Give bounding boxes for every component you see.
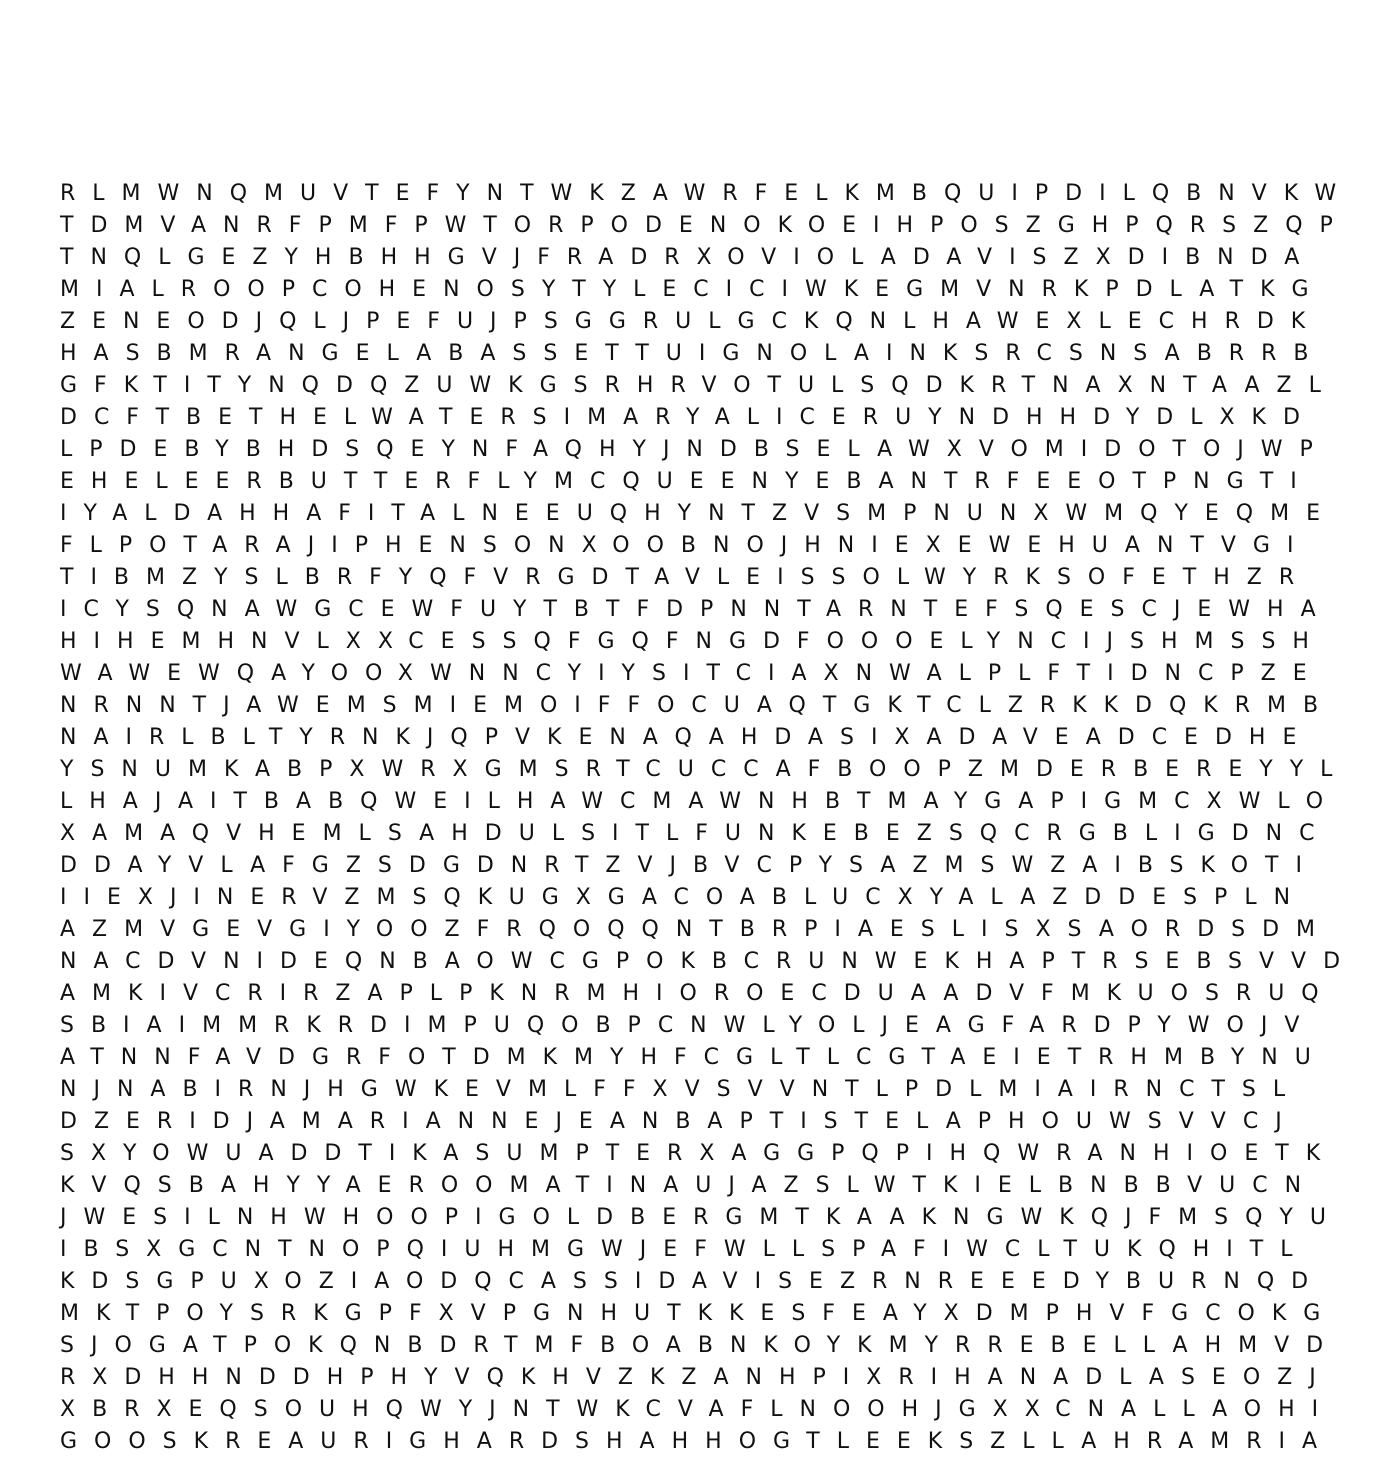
grid-row: NAIRLBLTYRNKJQPVKENAQAHDASIXADAVEADCEDHE	[60, 725, 1314, 750]
grid-row: RXDHHNDDHPHYVQKHVZKZANHPIXRIHANADLASEOZJ	[60, 1365, 1333, 1390]
grid-row: NRNNTJAWEMSMIEMOIFFOCUAQTGKTCLZRKKDQKRMB	[60, 693, 1336, 718]
grid-row: KVQSBAHYYAEROOMATINAUJAZSLWTKIELBNBBVUCN	[60, 1173, 1319, 1198]
grid-row: MKTPOYSRKGPFXVPGNHUTKKESFEAYXDMPHVFGCOKG	[60, 1301, 1338, 1326]
grid-row: XBRXEQSOUHQWYJNTWKCVAFLNOOHJGXXCNALLAOHI	[60, 1397, 1336, 1422]
grid-row: NJNABIRNJHGWKEVMLFFXVSVVNTLPDLMIAIRNCTSL	[60, 1077, 1303, 1102]
grid-row: EHELEERBUTTERFLYMCQUEENYEBANTRFEEOTPNGTI	[60, 469, 1314, 494]
grid-row: GFKTITYNQDQZUWKGSRHRVOTULSQDKRTNAXNTAAZL	[60, 373, 1338, 398]
grid-row: IYALDAHHAFITALNEEUQHYNTZVSMPNUNXWMQYEQME	[60, 501, 1338, 526]
grid-row: LHAJAITBABQWEILHAWCMAWNHBTMAYGAPIGMCXWLO	[60, 789, 1341, 814]
grid-row: FLPOTARAJIPHENSONXOOBNOJHNIEXEWEHUANTVGI	[60, 533, 1311, 558]
grid-row: ZENEODJQLJPEFUJPSGGRULGCKQNLHAWEXLECHRDK	[60, 309, 1323, 334]
grid-row: NACDVNIDEQNBAOWCGPOKBCRUNWEKHAPTRSEBSVVD	[60, 949, 1358, 974]
grid-row: AMKIVCRIRZAPLPKNRMHIOROECDUAADVFMKUOSRUQ	[60, 981, 1336, 1006]
grid-row: SJOGATPOKQNBDRTMFBOABNKOYKMYRREBELLAHMVD	[60, 1333, 1341, 1358]
grid-row: KDSGPUXOZIAODQCASSIDAVISEZRNREEEDYBURNQD	[60, 1269, 1326, 1294]
grid-row: TNQLGEZYHBHHGVJFRADRXOVIOLADAVISZXDIBNDA	[60, 245, 1317, 270]
grid-row: WAWEWQAYOOXWNNCYIYSITCIAXNWALPLFTIDNCPZE	[60, 661, 1324, 686]
letter-grid	[60, 178, 1358, 1458]
grid-row: TIBMZYSLBRFYQFVRGDTAVLEISSOLWYRKSOFETHZR	[60, 565, 1312, 590]
grid-row: IBSXGCNTNOPQIUHMGWJEFWLLSPAFIWCLTUKQHITL	[60, 1237, 1310, 1262]
grid-row: IIEXJINERVZMSQKUGXGACOABLUCXYALAZDDESPLN	[60, 885, 1308, 910]
grid-row: SXYOWUADDTIKASUMPTERXAGGPQPIHQWRANHIOETK	[60, 1141, 1338, 1166]
grid-row: GOOSKREAURIGHARDSHAHHOGTLEEKSZLLAHRAMRIA	[60, 1429, 1335, 1454]
grid-row: XAMAQVHEMLSAHDULSITLFUNKEBEZSQCRGBLIGDNC	[60, 821, 1332, 846]
grid-row: ICYSQNAWGCEWFUYTBTFDPNNTARNTEFSQESCJEWHA	[60, 597, 1333, 622]
grid-row: RLMWNQMUVTEFYNTWKZAWRFELKMBQUIPDILQBNVKW	[60, 181, 1354, 206]
grid-row: HASBMRANGELABASSETTUIGNOLAINKSRCSNSABRRB	[60, 341, 1326, 366]
grid-row: DCFTBETHELWATERSIMARYALICERUYNDHHDYDLXKD	[60, 405, 1317, 430]
grid-row: ATNNFAVDGRFOTDMKMYHFCGLTLCGTAEIETRHMBYNU	[60, 1045, 1328, 1070]
grid-row: AZMVGEVGIYOOZFRQOQQNTBRPIAESLISXSAORDSDM	[60, 917, 1333, 942]
grid-row: LPDEBYBHDSQEYNFAQHYJNDBSELAWXVOMIDOTOJWP	[60, 437, 1330, 462]
grid-row: YSNUMKABPXWRXGMSRTCUCCAFBOOPZMDERBEREYYL	[60, 757, 1350, 782]
grid-row: DZERIDJAMARIANNEJEANBAPTISTELAPHOUWSVVCJ	[60, 1109, 1299, 1134]
grid-row: TDMVANRFPMFPWTORPODENOKOEIHPOSZGHPQRSZQP	[60, 213, 1350, 238]
grid-row: JWESILNHWHOOPIGOLDBERGMTKAAKNGWKQJFMSQYU	[60, 1205, 1343, 1230]
grid-row: MIALROOPCOHENOSYTYLECICIWKEGMVNRKPDLATKG	[60, 277, 1326, 302]
grid-row: HIHEMHNVLXXCESSQFGQFNGDFOOOELYNCIJSHMSSH	[60, 629, 1326, 654]
grid-row: SBIAIMMRKRDIMPUQOBPCNWLYOLJEAGFARDPYWOJV	[60, 1013, 1317, 1038]
grid-row: DDAYVLAFGZSDGDNRTZVJBVCPYSAZMSWZAIBSKOTI	[60, 853, 1319, 878]
